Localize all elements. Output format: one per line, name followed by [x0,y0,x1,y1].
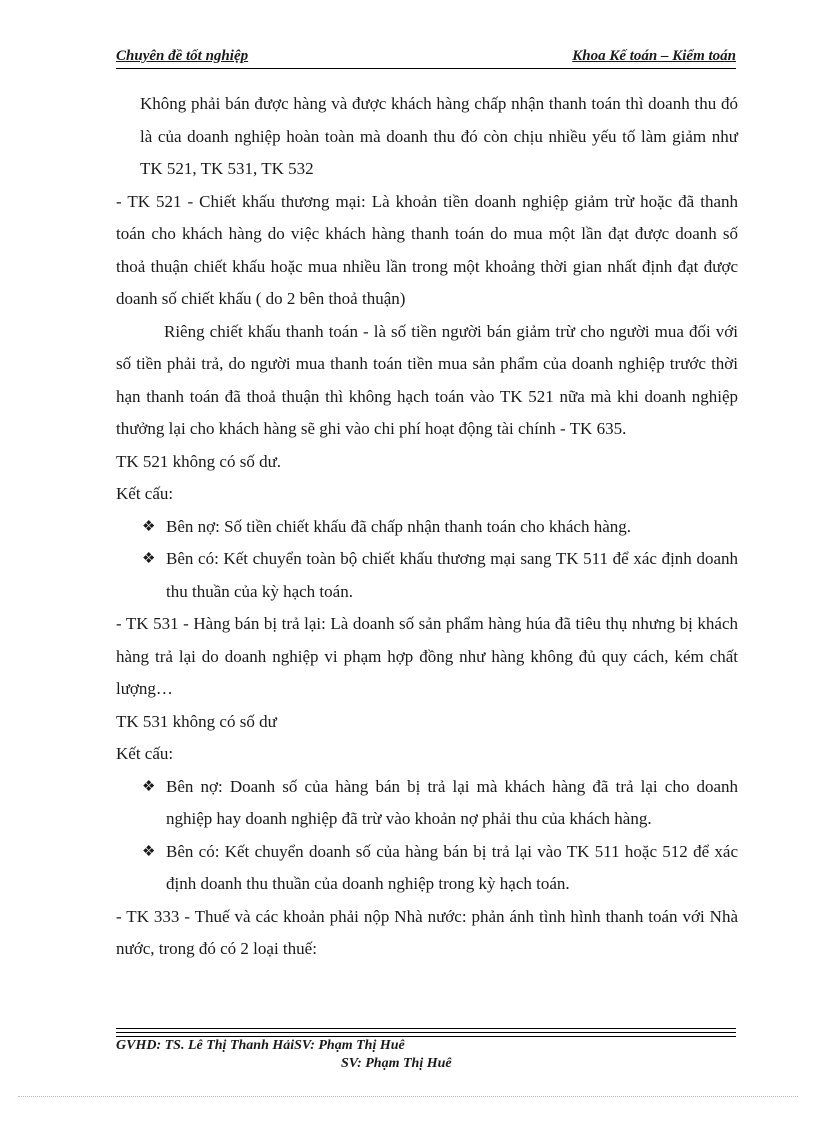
document-body [116,88,738,966]
bullet-text: Bên nợ: Doanh số của hàng bán bị trả lại mà khách hàng đã trả lại cho doanh nghiệp hay doanh nghiệp đã trừ vào khoản nợ phải thu của khách hàng. [166,776,738,828]
header-left-title: Chuyên đề tốt nghiệp [116,48,249,64]
diamond-bullet-icon: ❖ [142,843,156,860]
header-right-title: Khoa Kế toán – Kiểm toán [572,48,736,64]
bullet-item-credit-521 [116,543,738,608]
bullet-item-debit-521 [116,511,738,544]
bullet-item-debit-531 [116,771,738,836]
footer-rule [116,1028,736,1029]
footer-supervisor-line: GVHD: TS. Lê Thị Thanh HảiSV: Phạm Thị Huê [116,1038,405,1053]
paragraph-tk333: - TK 333 - Thuế và các khoản phải nộp Nhà nước: phản ánh tình hình thanh toán với Nhà nước, trong đó có 2 loại thuế: [116,906,738,958]
footer-rule [116,1036,736,1037]
bullet-text: Bên có: Kết chuyển doanh số của hàng bán bị trả lại vào TK 511 hoặc 512 để xác định doanh thu thuần của doanh nghiệp trong kỳ hạch toán. [166,841,738,893]
footer-student-line: SV: Phạm Thị Huê [341,1056,452,1071]
paragraph-tk531-balance: TK 531 không có số dư [116,711,277,731]
diamond-bullet-icon: ❖ [142,778,156,795]
diamond-bullet-icon: ❖ [142,551,156,567]
bullet-text: Bên có: Kết chuyển toàn bộ chiết khấu thương mại sang TK 511 để xác định doanh thu thuần của kỳ hạch toán. [166,549,738,601]
paragraph-structure-1: Kết cấu: [116,484,174,503]
bullet-item-credit-531 [116,836,738,901]
paragraph-payment-discount: Riêng chiết khấu thanh toán - là số tiền người bán giảm trừ cho người mua đối với số tiền phải trả, do người mua thanh toán tiền mua sản phẩm của doanh nghiệp trước thời hạn thanh toán đã thoả thuận thì không hạch toán vào TK 521 nữa mà khi doanh nghiệp thưởng lại cho khách hàng sẽ ghi vào chi phí hoạt động tài chính - TK 635. [116,321,738,438]
paragraph-tk521: - TK 521 - Chiết khấu thương mại: Là khoản tiền doanh nghiệp giảm trừ hoặc đã thanh toán cho khách hàng do việc khách hàng thanh toán do mua một lần đạt được doanh số thoả thuận chiết khấu hoặc mua nhiều lần trong một khoảng thời gian nhất định đạt được doanh số chiết khấu ( do 2 bên thoả thuận) [116,191,738,308]
paragraph-tk531: - TK 531 - Hàng bán bị trả lại: Là doanh số sản phẩm hàng húa đã tiêu thụ nhưng bị khách hàng trả lại do doanh nghiệp vi phạm hợp đồng như hàng không đủ quy cách, kém chất lượng… [116,614,738,698]
paragraph-revenue-intro: Không phải bán được hàng và được khách hàng chấp nhận thanh toán thì doanh thu đó là của doanh nghiệp hoàn toàn mà doanh thu đó còn chịu nhiều yếu tố làm giảm như TK 521, TK 531, TK 532 [140,94,738,178]
diamond-bullet-icon: ❖ [142,518,156,535]
page-header [116,48,736,68]
header-rule [116,68,736,69]
footer-rule [116,1032,736,1033]
paragraph-tk521-balance: TK 521 không có số dư. [116,451,282,471]
bullet-text: Bên nợ: Số tiền chiết khấu đã chấp nhận thanh toán cho khách hàng. [166,516,632,536]
page-bottom-dotted-rule [18,1096,798,1097]
paragraph-structure-2: Kết cấu: [116,744,174,763]
